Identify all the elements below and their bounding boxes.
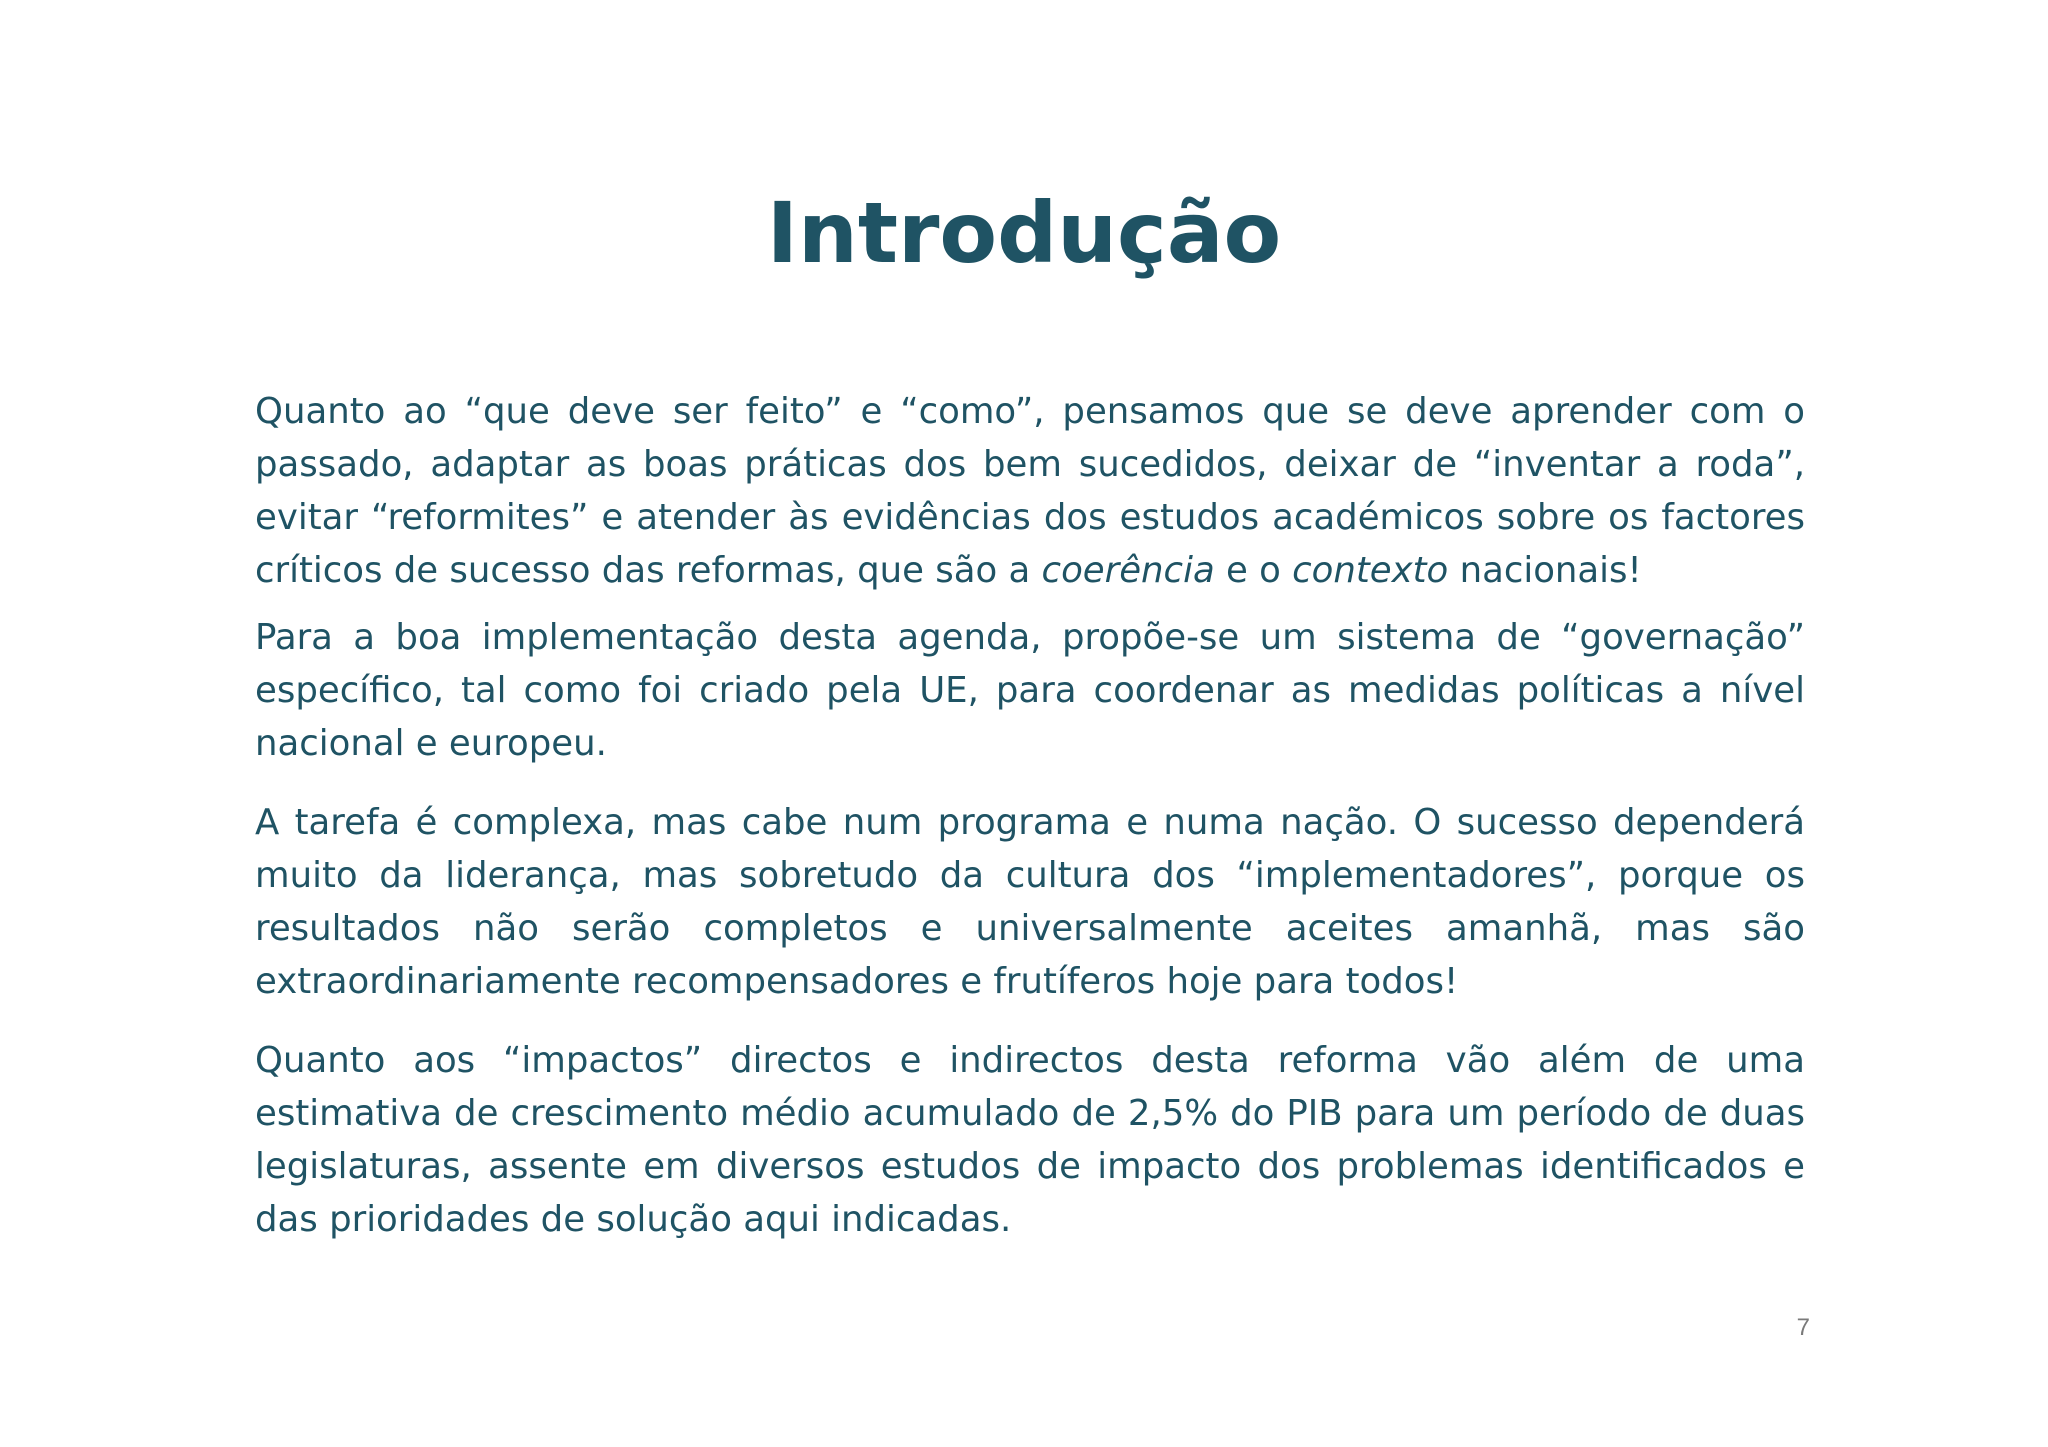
paragraph-3: A tarefa é complexa, mas cabe num programa e numa nação. O sucesso dependerá muito da liderança, mas sobretudo da cultura dos “implementadores”, porque os resultados não serão completos e universalmente aceites amanhã, mas são extraordinariamente recompensadores e frutíferos hoje para todos! bbox=[255, 802, 1805, 1002]
paragraph-spacer bbox=[255, 597, 1805, 611]
paragraph-spacer bbox=[255, 1008, 1805, 1034]
page-number: 7 bbox=[1796, 1314, 1810, 1341]
emphasis-contexto: contexto bbox=[1292, 550, 1449, 591]
emphasis-coerencia: coerência bbox=[1041, 550, 1215, 591]
slide-title: Introdução bbox=[766, 184, 1282, 282]
paragraph-1-text-b: e o bbox=[1214, 550, 1293, 591]
paragraph-2: Para a boa implementação desta agenda, propõe-se um sistema de “governação” específico, tal como foi criado pela UE, para coordenar as medidas políticas a nível nacional e europeu. bbox=[255, 617, 1805, 764]
slide-body bbox=[255, 385, 1805, 1246]
paragraph-1-text-a: Quanto ao “que deve ser feito” e “como”, pensamos que se deve aprender com o passado, adaptar as boas práticas dos bem sucedidos, deixar de “inventar a roda”, evitar “reformites” e atender às evidências dos estudos académicos sobre os factores críticos de sucesso das reformas, que são a bbox=[255, 391, 1805, 591]
paragraph-1 bbox=[255, 385, 1805, 597]
paragraph-1-text-c: nacionais! bbox=[1448, 550, 1642, 591]
paragraph-4: Quanto aos “impactos” directos e indirectos desta reforma vão além de uma estimativa de crescimento médio acumulado de 2,5% do PIB para um período de duas legislaturas, assente em diversos estudos de impacto dos problemas identificados e das prioridades de solução aqui indicadas. bbox=[255, 1040, 1805, 1240]
paragraph-spacer bbox=[255, 770, 1805, 796]
